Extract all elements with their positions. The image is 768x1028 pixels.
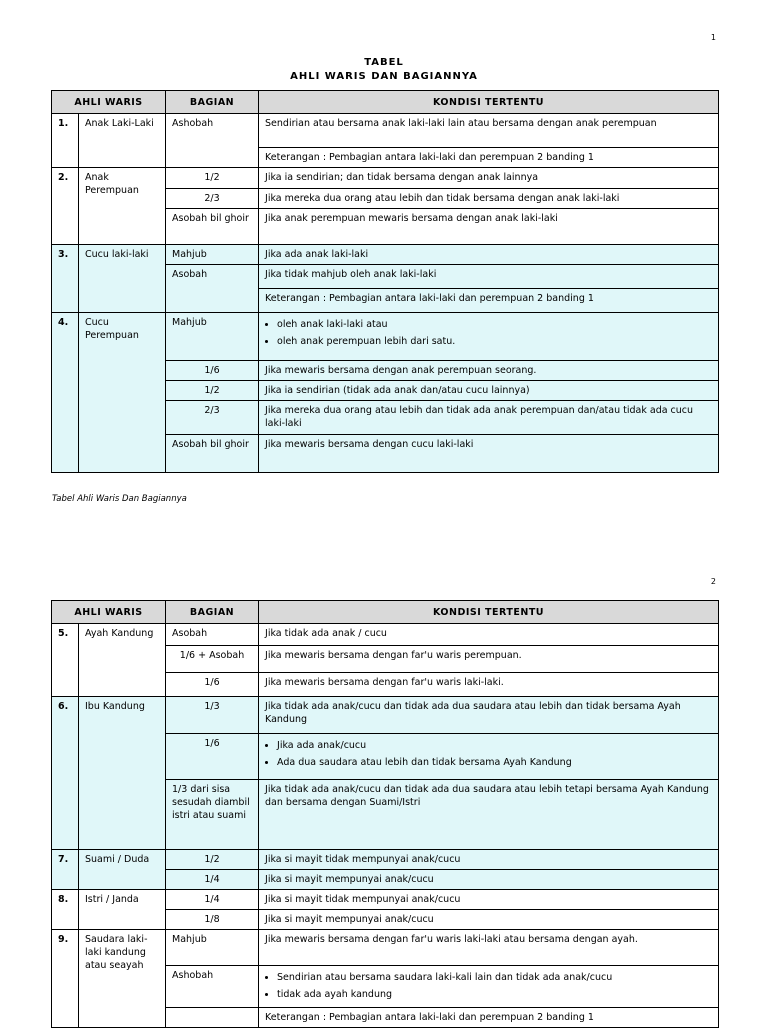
table-row: [52, 890, 719, 910]
inheritance-table-2: [51, 600, 719, 1028]
share: Ashobah: [166, 114, 259, 168]
share: 1/6: [166, 361, 259, 381]
row-number: 7.: [52, 850, 79, 890]
condition: Jika tidak mahjub oleh anak laki-laki: [259, 265, 719, 289]
share: 1/6 + Asobah: [166, 646, 259, 673]
share: 1/2: [166, 850, 259, 870]
row-number: 5.: [52, 624, 79, 697]
list-item: • oleh anak perempuan lebih dari satu.: [277, 335, 712, 348]
condition: [259, 966, 719, 1008]
condition: Jika ia sendirian (tidak ada anak dan/atau cucu lainnya): [259, 381, 719, 401]
share: 2/3: [166, 401, 259, 435]
header-ahli-waris: AHLI WARIS: [52, 91, 166, 114]
page-number-2: 2: [710, 577, 716, 586]
row-number: 9.: [52, 930, 79, 1028]
condition: Jika tidak ada anak/cucu dan tidak ada dua saudara atau lebih tetapi bersama Ayah Kandung dan bersama dengan Suami/Istri: [259, 780, 719, 850]
table-subtitle: AHLI WARIS DAN BAGIANNYA: [290, 71, 478, 82]
condition: Jika mewaris bersama dengan far'u waris laki-laki.: [259, 673, 719, 697]
condition: Jika mereka dua orang atau lebih dan tidak bersama dengan anak laki-laki: [259, 189, 719, 209]
share: 1/4: [166, 890, 259, 910]
condition: Jika mewaris bersama dengan anak perempuan seorang.: [259, 361, 719, 381]
share: 1/4: [166, 870, 259, 890]
share: 1/8: [166, 910, 259, 930]
condition: Jika tidak ada anak/cucu dan tidak ada dua saudara atau lebih dan tidak bersama Ayah Kandung: [259, 697, 719, 734]
condition: Jika mewaris bersama dengan cucu laki-laki: [259, 435, 719, 473]
heir-name: Anak Laki-Laki: [79, 114, 166, 168]
list-item: • Sendirian atau bersama saudara laki-kali lain dan tidak ada anak/cucu: [277, 971, 712, 984]
table-row: [52, 930, 719, 966]
row-number: 3.: [52, 245, 79, 313]
list-item: • Ada dua saudara atau lebih dan tidak bersama Ayah Kandung: [277, 756, 712, 769]
page-number-1: 1: [710, 33, 716, 42]
table-row: [52, 245, 719, 265]
heir-name: Cucu Perempuan: [79, 313, 166, 473]
row-number: 2.: [52, 168, 79, 245]
share: Mahjub: [166, 245, 259, 265]
condition: Jika ia sendirian; dan tidak bersama dengan anak lainnya: [259, 168, 719, 189]
share: 1/2: [166, 168, 259, 189]
condition-note: Keterangan : Pembagian antara laki-laki dan perempuan 2 banding 1: [259, 1008, 719, 1028]
share: 1/3: [166, 697, 259, 734]
heir-name: Ayah Kandung: [79, 624, 166, 697]
condition-list: [265, 318, 712, 348]
share: 1/6: [166, 734, 259, 780]
table-row: [52, 850, 719, 870]
condition-list: [265, 971, 712, 1001]
row-number: 6.: [52, 697, 79, 850]
condition: Jika mereka dua orang atau lebih dan tidak ada anak perempuan dan/atau tidak ada cucu laki-laki: [259, 401, 719, 435]
share: 2/3: [166, 189, 259, 209]
share: 1/2: [166, 381, 259, 401]
list-item: • tidak ada ayah kandung: [277, 988, 712, 1001]
share: 1/3 dari sisa sesudah diambil istri atau suami: [166, 780, 259, 850]
header-row: [52, 601, 719, 624]
header-bagian: BAGIAN: [166, 601, 259, 624]
condition-list: [265, 739, 712, 769]
share: Asobah bil ghoir: [166, 209, 259, 245]
header-kondisi: KONDISI TERTENTU: [259, 91, 719, 114]
condition-note: Keterangan : Pembagian antara laki-laki dan perempuan 2 banding 1: [259, 148, 719, 168]
header-kondisi: KONDISI TERTENTU: [259, 601, 719, 624]
list-item: • oleh anak laki-laki atau: [277, 318, 712, 331]
share: 1/6: [166, 673, 259, 697]
share: Asobah bil ghoir: [166, 435, 259, 473]
heir-name: Suami / Duda: [79, 850, 166, 890]
share: Mahjub: [166, 313, 259, 361]
table-row: [52, 114, 719, 148]
condition-note: Keterangan : Pembagian antara laki-laki dan perempuan 2 banding 1: [259, 289, 719, 313]
header-row: [52, 91, 719, 114]
heir-name: Saudara laki-laki kandung atau seayah: [79, 930, 166, 1028]
table-row: [52, 168, 719, 189]
condition: [259, 734, 719, 780]
row-number: 8.: [52, 890, 79, 930]
heir-name: Cucu laki-laki: [79, 245, 166, 313]
header-ahli-waris: AHLI WARIS: [52, 601, 166, 624]
table-title: TABEL: [364, 57, 404, 68]
row-number: 1.: [52, 114, 79, 168]
condition: Sendirian atau bersama anak laki-laki lain atau bersama dengan anak perempuan: [259, 114, 719, 148]
heir-name: Istri / Janda: [79, 890, 166, 930]
share: Asobah: [166, 265, 259, 313]
condition: Jika mewaris bersama dengan far'u waris perempuan.: [259, 646, 719, 673]
share: Ashobah: [166, 966, 259, 1008]
condition: Jika anak perempuan mewaris bersama dengan anak laki-laki: [259, 209, 719, 245]
table-row: [52, 313, 719, 361]
condition: [259, 313, 719, 361]
share: Asobah: [166, 624, 259, 646]
table-row: [52, 624, 719, 646]
condition: Jika si mayit tidak mempunyai anak/cucu: [259, 890, 719, 910]
condition: Jika si mayit tidak mempunyai anak/cucu: [259, 850, 719, 870]
condition: Jika mewaris bersama dengan far'u waris laki-laki atau bersama dengan ayah.: [259, 930, 719, 966]
table-caption: Tabel Ahli Waris Dan Bagiannya: [52, 494, 187, 504]
share-empty: [166, 1008, 259, 1028]
table-row: [52, 697, 719, 734]
condition: Jika tidak ada anak / cucu: [259, 624, 719, 646]
heir-name: Ibu Kandung: [79, 697, 166, 850]
share: Mahjub: [166, 930, 259, 966]
header-bagian: BAGIAN: [166, 91, 259, 114]
condition: Jika ada anak laki-laki: [259, 245, 719, 265]
row-number: 4.: [52, 313, 79, 473]
list-item: • Jika ada anak/cucu: [277, 739, 712, 752]
heir-name: Anak Perempuan: [79, 168, 166, 245]
inheritance-table-1: [51, 90, 719, 473]
condition: Jika si mayit mempunyai anak/cucu: [259, 910, 719, 930]
condition: Jika si mayit mempunyai anak/cucu: [259, 870, 719, 890]
